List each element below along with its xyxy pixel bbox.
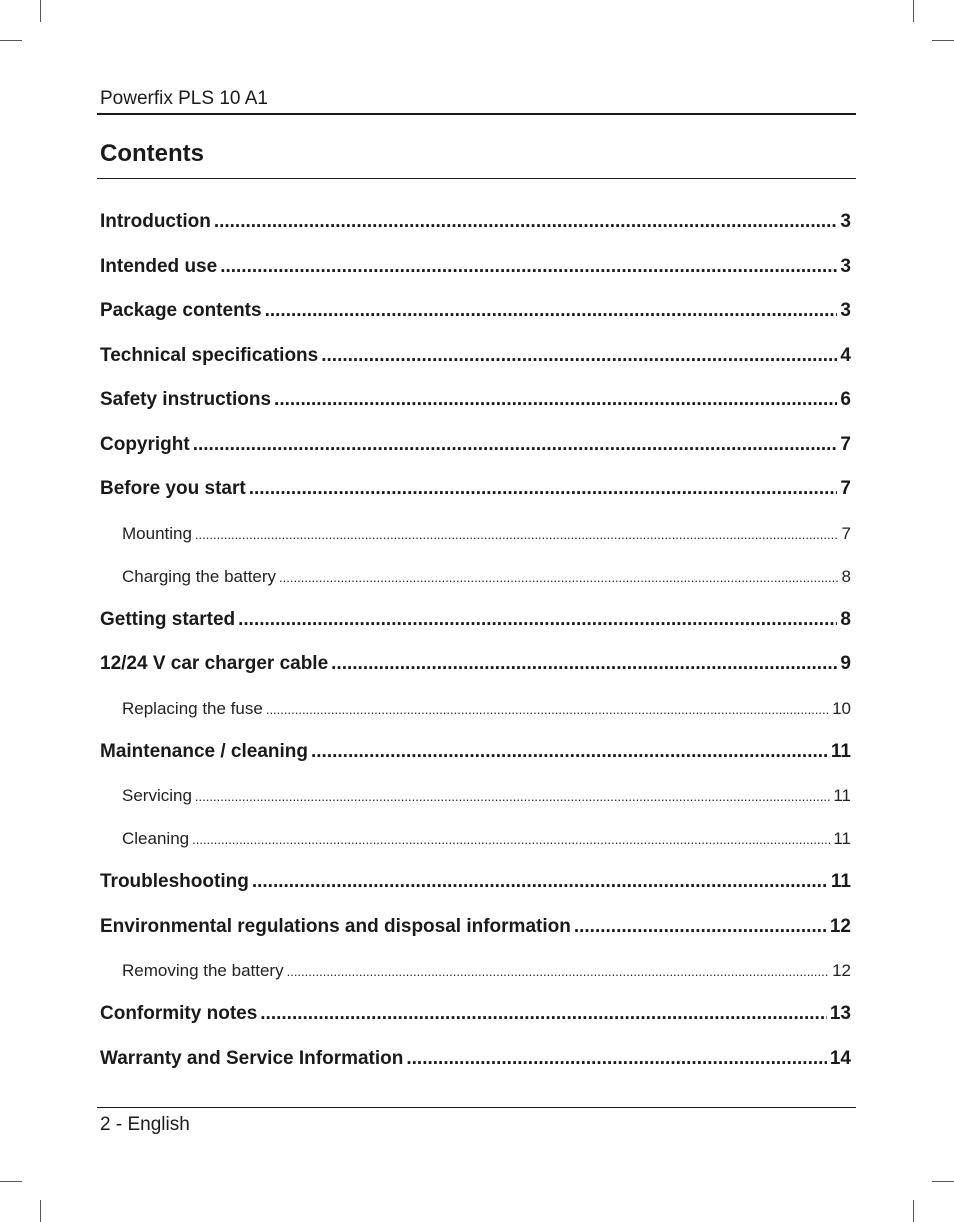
toc-dot-leader [265, 289, 838, 334]
crop-mark-top-left [0, 40, 22, 41]
toc-entry-title: Cleaning [122, 829, 190, 848]
title-rule [97, 178, 856, 179]
running-footer: 2 - English [100, 1114, 190, 1135]
toc-dot-leader [321, 334, 837, 379]
toc-page-number: 8 [841, 566, 851, 586]
toc-dot-leader [195, 774, 830, 817]
crop-mark-bottom-left [40, 1200, 41, 1222]
toc-page-number: 6 [840, 389, 851, 410]
toc-entry[interactable] [100, 378, 851, 423]
toc-subentry[interactable] [100, 949, 851, 992]
toc-page-number: 11 [830, 740, 851, 762]
toc-entry-title: Environmental regulations and disposal information [100, 915, 571, 937]
toc-dot-leader [214, 200, 838, 245]
toc-entry-title: Safety instructions [100, 389, 272, 410]
toc-subentry[interactable] [100, 817, 851, 860]
table-of-contents [100, 200, 851, 1081]
toc-dot-leader [238, 598, 837, 643]
crop-mark-bottom-right [913, 1200, 914, 1222]
toc-dot-leader [287, 949, 829, 992]
toc-entry-title: Servicing [122, 786, 192, 805]
toc-entry[interactable] [100, 200, 851, 245]
toc-page-number: 12 [832, 961, 851, 980]
toc-subentry[interactable] [100, 687, 851, 730]
page-title: Contents [100, 140, 204, 167]
toc-entry-title: Getting started [100, 608, 236, 630]
toc-dot-leader [311, 730, 828, 775]
toc-entry-title: Replacing the fuse [122, 698, 263, 718]
toc-dot-leader [274, 378, 837, 423]
toc-entry-title: Introduction [100, 211, 211, 232]
toc-entry[interactable] [100, 289, 851, 334]
toc-dot-leader [574, 905, 827, 950]
toc-page-number: 11 [833, 786, 851, 805]
toc-entry[interactable] [100, 598, 851, 643]
toc-page-number: 4 [840, 344, 851, 366]
toc-entry[interactable] [100, 730, 851, 775]
toc-page-number: 14 [829, 1047, 851, 1069]
toc-entry[interactable] [100, 860, 851, 905]
footer-rule [97, 1107, 856, 1108]
toc-page-number: 7 [840, 478, 851, 499]
toc-entry-title: Maintenance / cleaning [100, 740, 308, 762]
toc-entry-title: Intended use [100, 255, 218, 277]
toc-entry[interactable] [100, 905, 851, 950]
toc-entry-title: 12/24 V car charger cable [100, 653, 329, 674]
toc-page-number: 13 [829, 1003, 851, 1024]
toc-dot-leader [260, 992, 827, 1037]
crop-mark-bottom-right [932, 1181, 954, 1182]
toc-entry-title: Mounting [122, 523, 192, 543]
toc-page-number: 3 [840, 211, 851, 232]
toc-entry-title: Charging the battery [122, 566, 277, 586]
toc-entry[interactable] [100, 992, 851, 1037]
toc-entry-title: Technical specifications [100, 344, 319, 366]
toc-dot-leader [195, 512, 839, 555]
toc-entry-title: Package contents [100, 300, 262, 321]
toc-dot-leader [406, 1037, 826, 1082]
toc-entry-title: Removing the battery [122, 961, 284, 980]
header-rule [97, 113, 856, 115]
toc-entry[interactable] [100, 423, 851, 468]
toc-entry[interactable] [100, 642, 851, 687]
toc-dot-leader [249, 467, 838, 512]
toc-dot-leader [192, 817, 830, 860]
toc-dot-leader [220, 245, 837, 290]
crop-mark-bottom-left [0, 1181, 22, 1182]
toc-page-number: 9 [840, 653, 851, 674]
toc-page-number: 7 [841, 523, 851, 543]
toc-page-number: 8 [840, 608, 851, 630]
toc-subentry[interactable] [100, 555, 851, 598]
toc-page-number: 11 [830, 871, 851, 892]
crop-mark-top-right [913, 0, 914, 22]
toc-dot-leader [266, 687, 829, 730]
toc-dot-leader [279, 555, 838, 598]
crop-mark-top-right [932, 40, 954, 41]
toc-dot-leader [193, 423, 838, 468]
toc-page-number: 3 [840, 255, 851, 277]
toc-entry-title: Before you start [100, 478, 246, 499]
toc-subentry[interactable] [100, 774, 851, 817]
toc-entry[interactable] [100, 245, 851, 290]
toc-entry[interactable] [100, 1037, 851, 1082]
toc-entry-title: Conformity notes [100, 1003, 258, 1024]
toc-page-number: 7 [840, 433, 851, 455]
toc-entry-title: Copyright [100, 433, 190, 455]
toc-dot-leader [252, 860, 828, 905]
toc-page-number: 12 [829, 915, 851, 937]
toc-entry-title: Troubleshooting [100, 871, 249, 892]
toc-page-number: 10 [832, 698, 851, 718]
toc-page-number: 11 [833, 829, 851, 848]
running-header: Powerfix PLS 10 A1 [100, 88, 268, 109]
toc-entry[interactable] [100, 467, 851, 512]
toc-subentry[interactable] [100, 512, 851, 555]
toc-entry-title: Warranty and Service Information [100, 1047, 404, 1069]
toc-dot-leader [331, 642, 837, 687]
toc-entry[interactable] [100, 334, 851, 379]
toc-page-number: 3 [840, 300, 851, 321]
crop-mark-top-left [40, 0, 41, 22]
